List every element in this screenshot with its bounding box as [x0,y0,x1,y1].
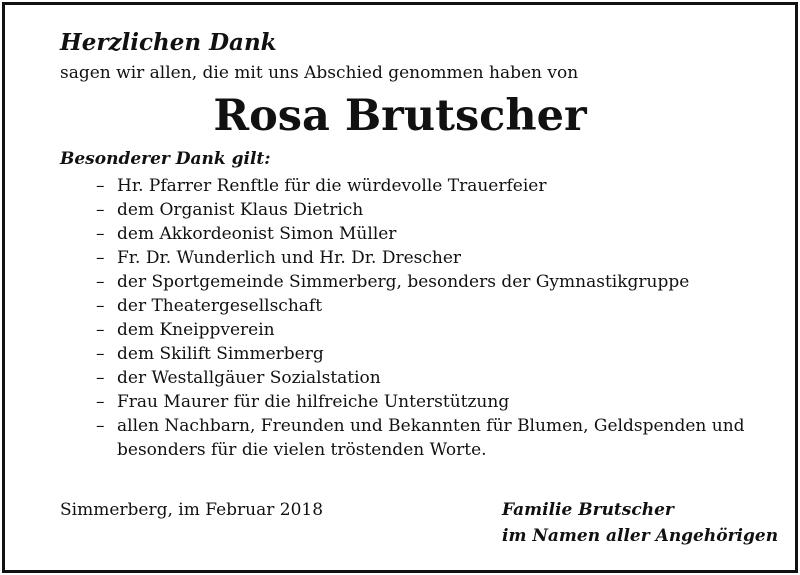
thanks-list [60,174,750,462]
dash-bullet: – [96,224,105,244]
dash-bullet: – [96,344,105,364]
special-thanks-label: Besonderer Dank gilt: [60,149,271,169]
thanks-item-text: Hr. Pfarrer Renftle für die würdevolle Trauerfeier [117,176,547,196]
thanks-item [96,246,750,270]
dash-bullet: – [96,320,105,340]
thanks-item [96,414,750,462]
thanks-item-text: Frau Maurer für die hilfreiche Unterstützung [117,392,510,412]
thanks-item [96,270,750,294]
notice-body [60,28,750,462]
notice-footer [60,497,779,557]
thanks-item [96,390,750,414]
notice-intro: sagen wir allen, die mit uns Abschied genommen haben von [60,63,579,83]
thanks-item-text: Fr. Dr. Wunderlich und Hr. Dr. Drescher [117,248,462,268]
thanks-item-text: dem Akkordeonist Simon Müller [117,224,397,244]
thanks-item [96,294,750,318]
thanks-item-text: dem Skilift Simmerberg [117,344,324,364]
dash-bullet: – [96,272,105,292]
dash-bullet: – [96,200,105,220]
dash-bullet: – [96,368,105,388]
thanks-item-text: der Theatergesellschaft [117,296,323,316]
dash-bullet: – [96,248,105,268]
thanks-item [96,318,750,342]
thanks-item [96,366,750,390]
signature [502,497,778,549]
signature-relatives: im Namen aller Angehörigen [502,526,779,546]
notice-heading: Herzlichen Dank [60,29,277,56]
thanks-item-text: dem Organist Klaus Dietrich [117,200,364,220]
thanks-item [96,342,750,366]
thanks-item-text: der Westallgäuer Sozialstation [117,368,381,388]
dash-bullet: – [96,176,105,196]
thanks-item [96,174,750,198]
thanks-item-text: der Sportgemeinde Simmerberg, besonders der Gymnastikgruppe [117,272,690,292]
dash-bullet: – [96,416,105,436]
thanks-item [96,198,750,222]
dash-bullet: – [96,296,105,316]
thanks-item-text: dem Kneippverein [117,320,275,340]
deceased-name: Rosa Brutscher [213,91,587,141]
thanks-item-text: allen Nachbarn, Freunden und Bekannten für Blumen, Geldspenden und besonders für die vielen tröstenden Worte. [117,416,745,460]
signature-family: Familie Brutscher [502,500,674,520]
thanks-item [96,222,750,246]
place-date: Simmerberg, im Februar 2018 [60,500,324,520]
dash-bullet: – [96,392,105,412]
